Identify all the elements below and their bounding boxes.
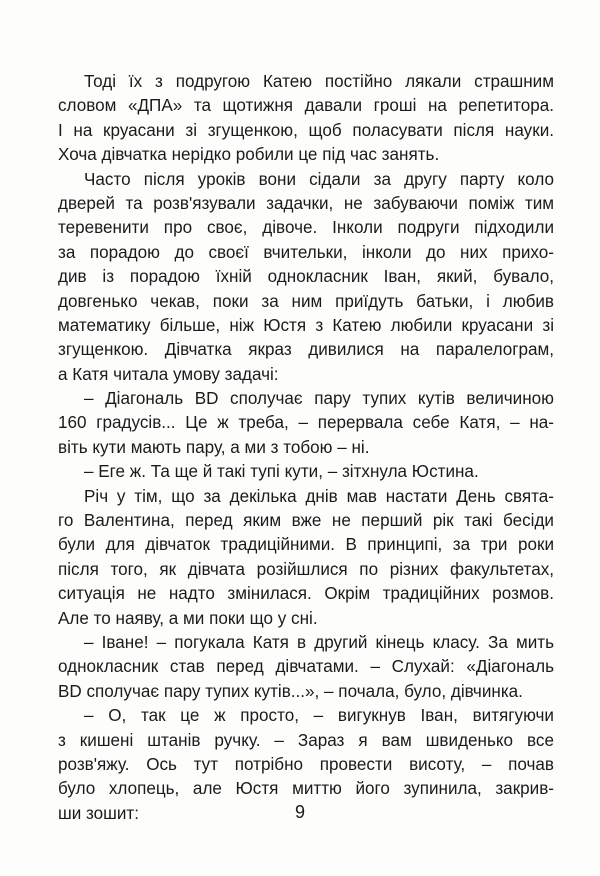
text-line: див із порадою їхній однокласник Іван, який, бувало, <box>58 267 554 287</box>
text-line: згущенкою. Дівчатка якраз дивилися на паралелограм, <box>58 340 554 360</box>
text-line: довгенько чекав, поки за ним приїдуть батьки, і любив <box>58 291 554 311</box>
text-line: а Катя читала умову задачі: <box>58 364 279 384</box>
text-line: були для дівчаток традиційними. В принципі, за три роки <box>58 535 554 555</box>
text-line: Часто після уроків вони сідали за другу парту коло <box>84 169 554 189</box>
text-line: ситуація не надто змінилася. Окрім традиційних розмов. <box>58 584 554 604</box>
text-line: словом «ДПА» та щотижня давали гроші на репетитора. <box>58 96 554 116</box>
text-line: віть кути мають пару, а ми з тобою – ні. <box>58 437 370 457</box>
text-line: було хлопець, але Юстя миттю його зупинила, закрив- <box>58 779 554 799</box>
text-line: дверей та розв'язували задачки, не забуваючи поміж тим <box>58 193 554 213</box>
text-line: І на круасани зі згущенкою, щоб поласувати після науки. <box>58 120 554 140</box>
text-line: з кишені штанів ручку. – Зараз я вам швиденько все <box>58 730 554 750</box>
text-line: 160 градусів... Це ж треба, – перервала себе Катя, – на- <box>58 413 554 433</box>
text-line: – Еге ж. Та ще й такі тупі кути, – зітхнула Юстина. <box>84 462 479 482</box>
text-line: – О, так це ж просто, – вигукнув Іван, витягуючи <box>84 706 554 726</box>
text-line: BD сполучає пару тупих кутів...», – почала, було, дівчинка. <box>58 681 523 701</box>
text-line: Річ у тім, що за декілька днів мав настати День свята- <box>84 486 554 506</box>
text-line: за порадою до своєї вчительки, інколи до них прихо- <box>58 242 554 262</box>
text-line: – Діагональ BD сполучає пару тупих кутів величиною <box>84 389 554 409</box>
text-line: однокласник став перед дівчатами. – Слухай: «Діагональ <box>58 657 554 677</box>
text-line: теревенити про своє, дівоче. Інколи подруги підходили <box>58 218 554 238</box>
text-line: ши зошит: <box>58 803 140 823</box>
text-line: математику більше, ніж Юстя з Катею любили круасани зі <box>58 315 554 335</box>
text-line: Але то наяву, а ми поки що у сні. <box>58 608 318 628</box>
text-line: Хоча дівчатка нерідко робили це під час занять. <box>58 145 440 165</box>
text-line: Тоді їх з подругою Катею постійно лякали страшним <box>84 72 554 91</box>
text-line: розв'яжу. Ось тут потрібно провести висоту, – почав <box>58 754 554 774</box>
body-text <box>58 70 554 826</box>
text-line: після того, як дівчата розійшлися по різних факультетах, <box>58 559 554 579</box>
page-number: 9 <box>294 802 305 822</box>
text-line: го Валентина, перед яким вже не перший рік такі бесіди <box>58 511 554 531</box>
text-line: – Іване! – погукала Катя в другий кінець класу. За мить <box>84 632 554 652</box>
